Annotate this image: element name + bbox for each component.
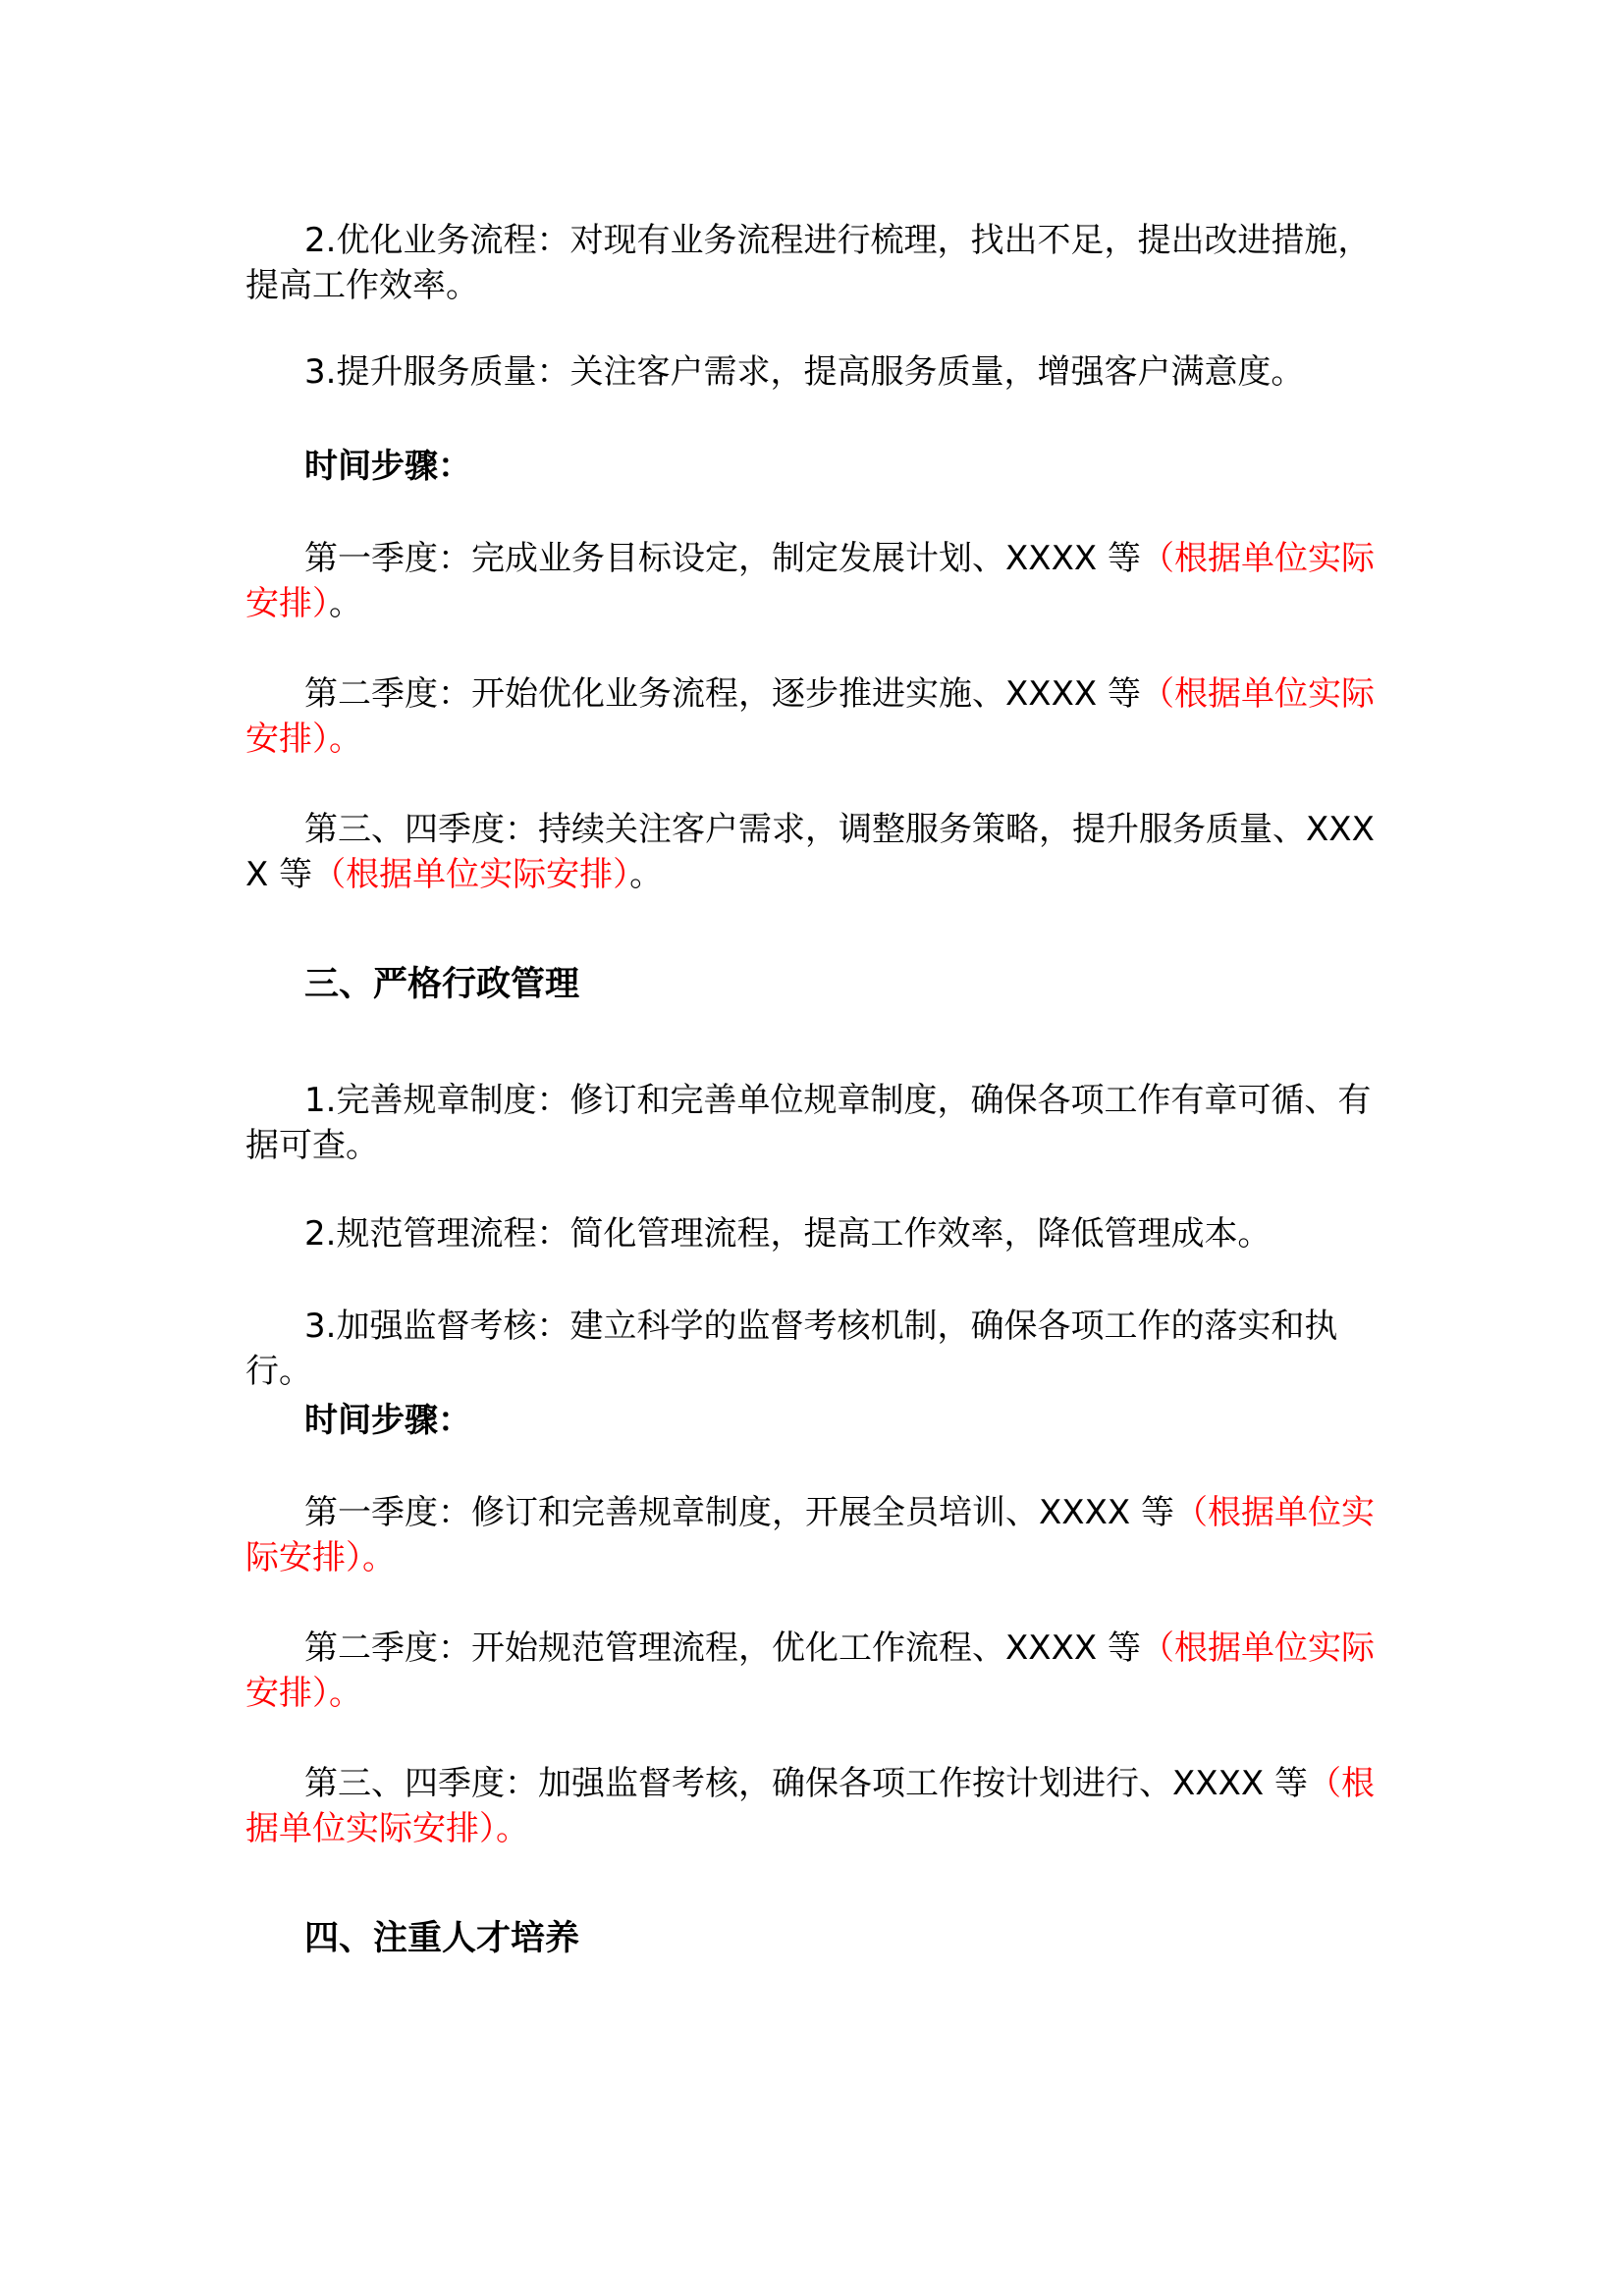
q34-text: 第三、四季度：持续关注客户需求，调整服务策略，提升服务质量、XXXX 等 [245, 810, 1375, 894]
q1-text: 第一季度：完成业务目标设定，制定发展计划、XXXX 等 [304, 539, 1141, 578]
q1-end: 。 [329, 584, 362, 623]
paragraph-rules: 1.完善规章制度：修订和完善单位规章制度，确保各项工作有章可循、有据可查。 [245, 1081, 1372, 1165]
q34-end: 。 [629, 855, 664, 894]
q34-note: （根据单位实际安排） [312, 855, 630, 894]
steps-title: 时间步骤： [304, 447, 471, 486]
paragraph-admin-q34 [245, 1761, 1396, 1851]
steps-title-admin: 时间步骤： [304, 1401, 471, 1440]
q2-note: （根据单位实际安排）。 [245, 674, 1375, 759]
admin-q1-note: （根据单位实际安排）。 [245, 1493, 1375, 1577]
section-heading-admin: 三、严格行政管理 [304, 965, 580, 1004]
admin-q2-text: 第二季度：开始规范管理流程，优化工作流程、XXXX 等 [304, 1629, 1141, 1668]
paragraph-supervision: 3.加强监督考核：建立科学的监督考核机制，确保各项工作的落实和执行。 [245, 1307, 1338, 1391]
admin-q34-note: （根据单位实际安排）。 [245, 1764, 1375, 1848]
paragraph-q2-plan [245, 671, 1396, 762]
q2-text: 第二季度：开始优化业务流程，逐步推进实施、XXXX 等 [304, 674, 1141, 714]
admin-q34-text: 第三、四季度：加强监督考核，确保各项工作按计划进行、XXXX 等 [304, 1764, 1308, 1803]
paragraph-improve-service: 3.提升服务质量：关注客户需求，提高服务质量，增强客户满意度。 [304, 352, 1305, 392]
paragraph-q34-plan [245, 807, 1396, 897]
paragraph-admin-q2 [245, 1626, 1396, 1716]
paragraph-admin-q1 [245, 1490, 1396, 1580]
paragraph-process: 2.规范管理流程：简化管理流程，提高工作效率，降低管理成本。 [304, 1214, 1272, 1254]
q1-note: （根据单位实际安排） [245, 539, 1375, 623]
paragraph-optimize-process: 2.优化业务流程：对现有业务流程进行梳理，找出不足，提出改进措施，提高工作效率。 [245, 221, 1372, 305]
admin-q2-note: （根据单位实际安排）。 [245, 1629, 1375, 1713]
admin-q1-text: 第一季度：修订和完善规章制度，开展全员培训、XXXX 等 [304, 1493, 1174, 1532]
section-heading-talent: 四、注重人才培养 [304, 1919, 580, 1958]
paragraph-q1-plan [245, 536, 1396, 626]
